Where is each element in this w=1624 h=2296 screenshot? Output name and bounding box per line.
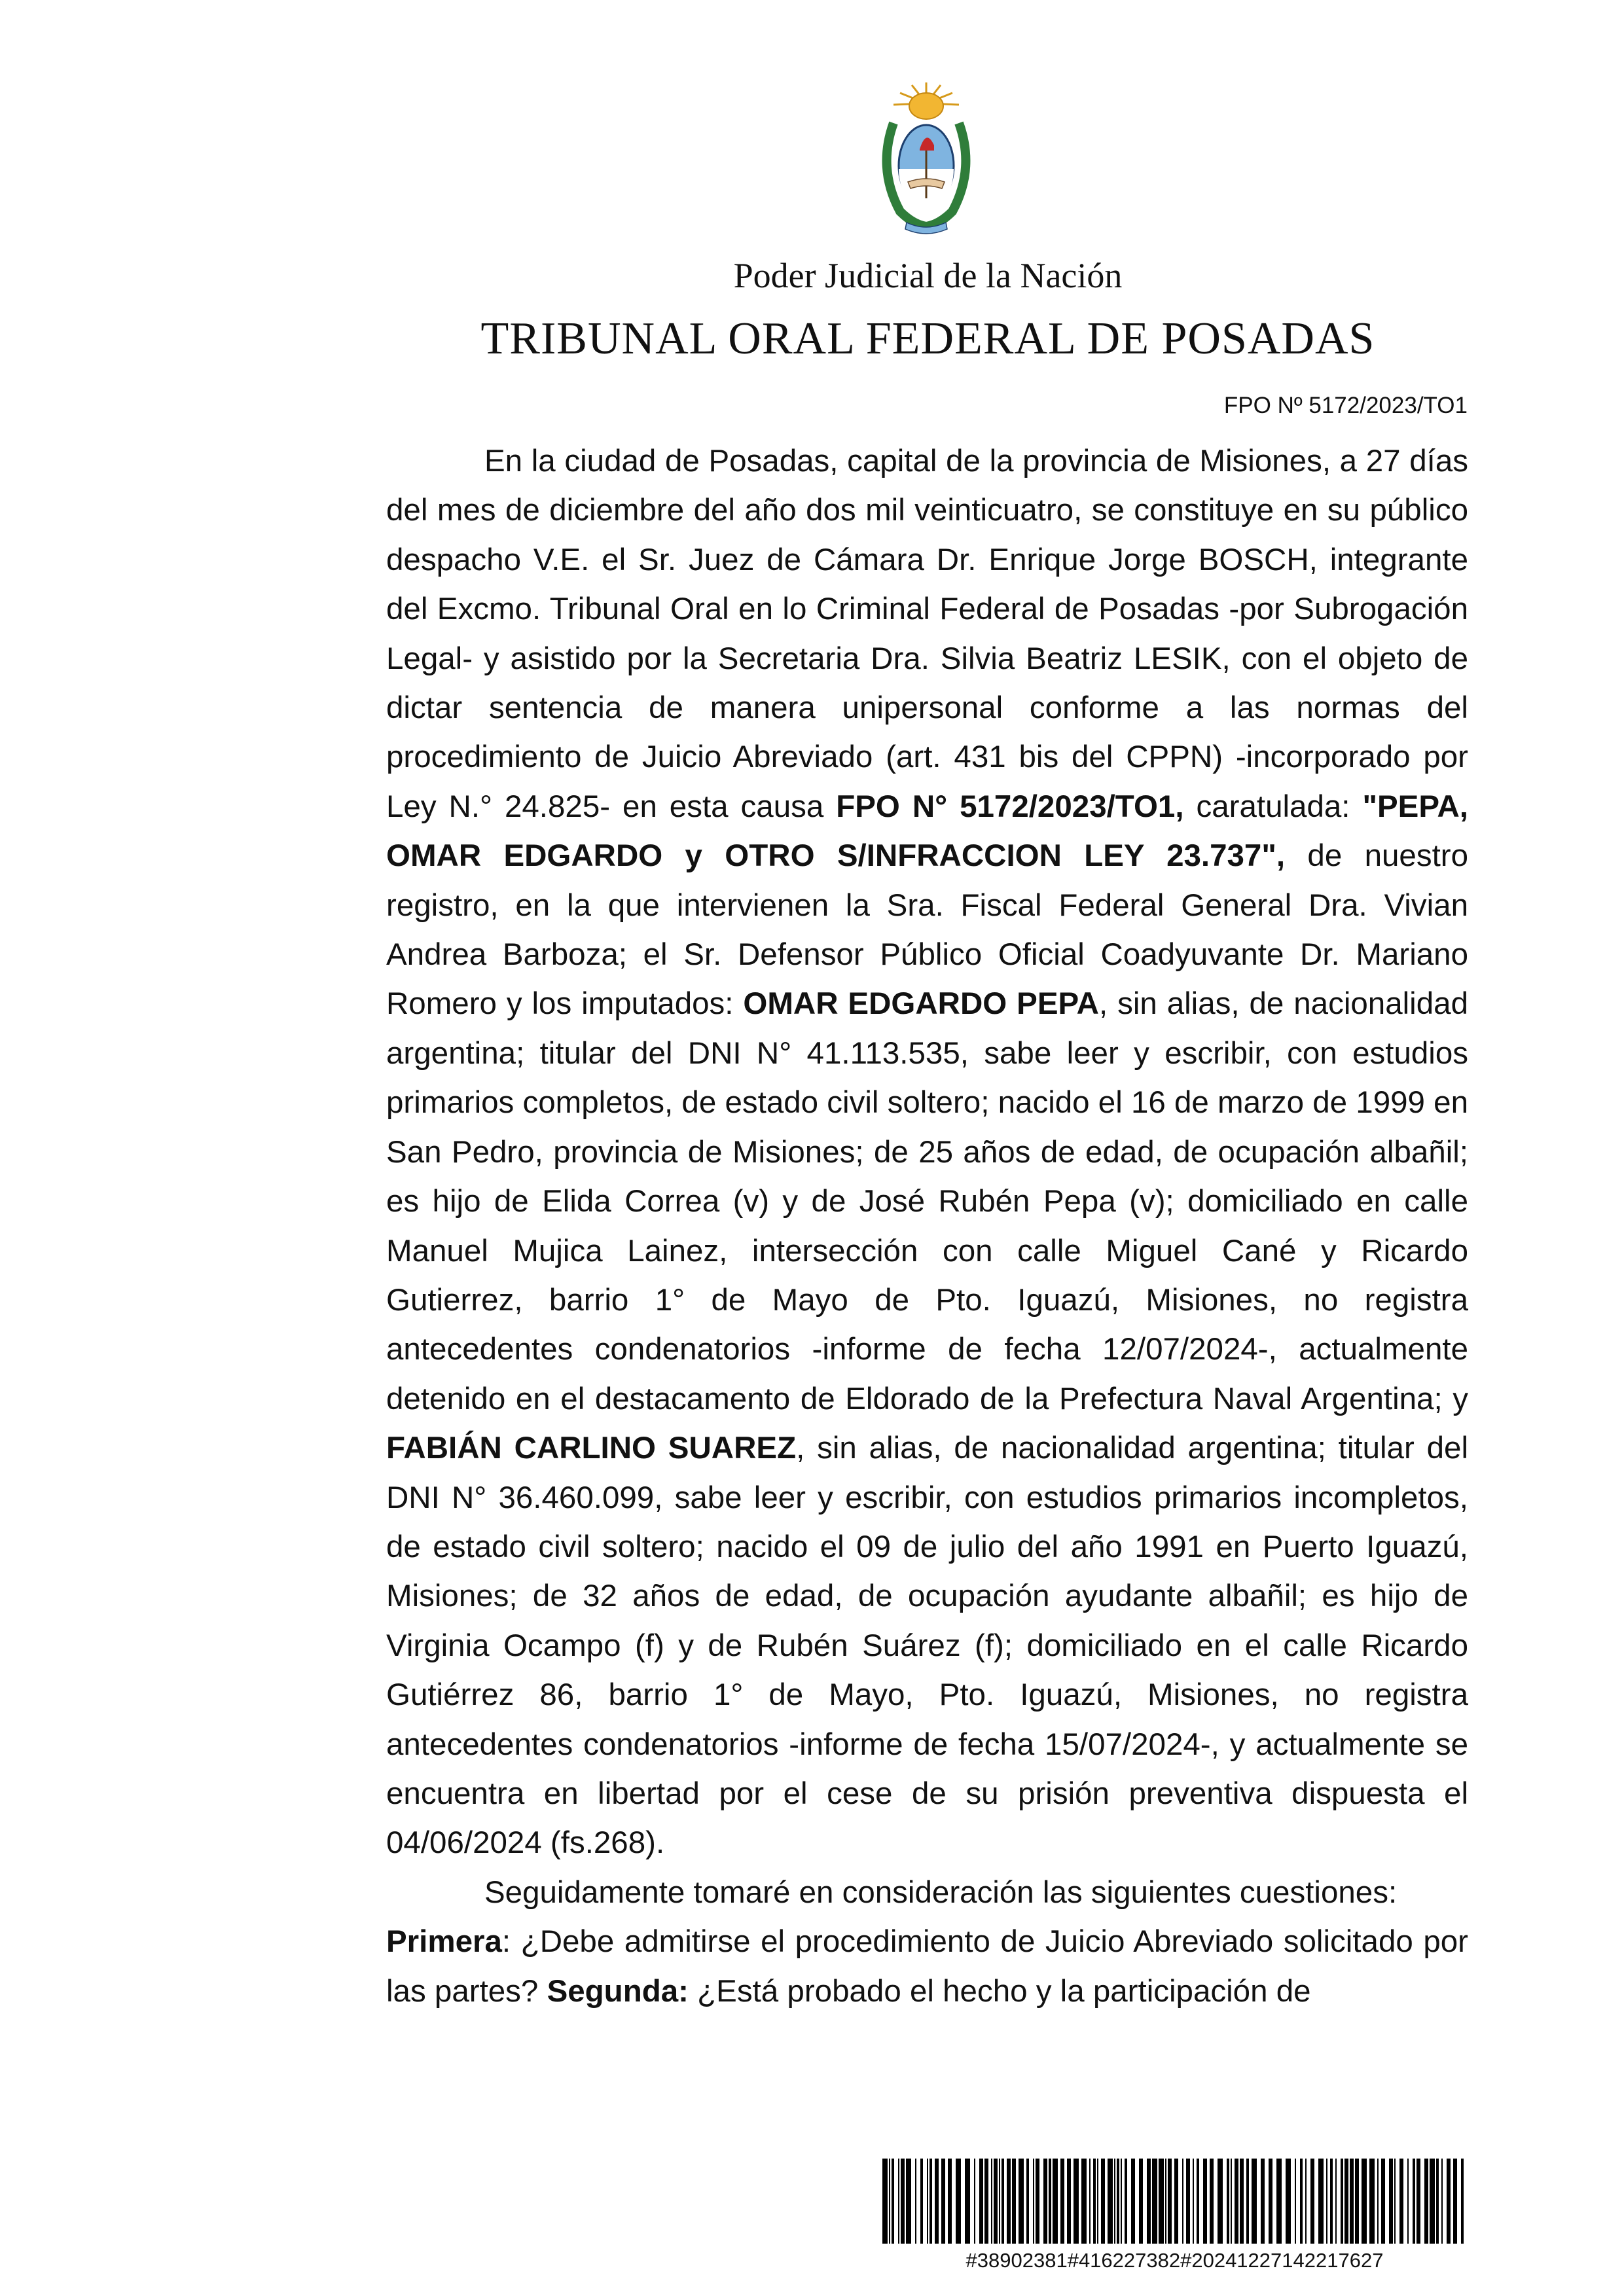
institution-title: Poder Judicial de la Nación bbox=[733, 256, 1123, 295]
paragraph-questions: Seguidamente tomaré en consideración las siguientes cuestiones: bbox=[484, 1874, 1398, 1910]
document-body bbox=[386, 437, 1468, 2016]
case-reference: FPO Nº 5172/2023/TO1 bbox=[1223, 393, 1468, 418]
barcode bbox=[882, 2159, 1467, 2244]
paragraph-first-second: Primera: ¿Debe admitirse el procedimiento de Juicio Abreviado solicitado por las partes? Segunda: ¿Está probado el hecho y la participación de bbox=[386, 1924, 1468, 2009]
court-title: TRIBUNAL ORAL FEDERAL DE POSADAS bbox=[480, 314, 1375, 364]
paragraph-opening: En la ciudad de Posadas, capital de la provincia de Misiones, a 27 días del mes de diciembre del año dos mil veinticuatro, se constituye en su público despacho V.E. el Sr. Juez de Cámara Dr. Enrique Jorge BOSCH, integrante del Excmo. Tribunal Oral en lo Criminal Federal de Posadas -por Subrogación Legal- y asistido por la Secretaria Dra. Silvia Beatriz LESIK, con el objeto de dictar sentencia de manera unipersonal conforme a las normas del procedimiento de Juicio Abreviado (art. 431 bis del CPPN) -incorporado por Ley N.° 24.825- en esta causa FPO N° 5172/2023/TO1, caratulada: "PEPA, OMAR EDGARDO y OTRO S/INFRACCION LEY 23.737", de nuestro registro, en la que intervienen la Sra. Fiscal Federal General Dra. Vivian Andrea Barboza; el Sr. Defensor Público Oficial Coadyuvante Dr. Mariano Romero y los imputados: OMAR EDGARDO PEPA, sin alias, de nacionalidad argentina; titular del DNI N° 41.113.535, sabe leer y escribir, con estudios primarios completos, de estado civil soltero; nacido el 16 de marzo de 1999 en San Pedro, provincia de Misiones; de 25 años de edad, de ocupación albañil; es hijo de Elida Correa (v) y de José Rubén Pepa (v); domiciliado en calle Manuel Mujica Lainez, intersección con calle Miguel Cané y Ricardo Gutierrez, barrio 1° de Mayo de Pto. Iguazú, Misiones, no registra antecedentes condenatorios -informe de fecha 12/07/2024-, actualmente detenido en el destacamento de Eldorado de la Prefectura Naval Argentina; y FABIÁN CARLINO SUAREZ, sin alias, de nacionalidad argentina; titular del DNI N° 36.460.099, sabe leer y escribir, con estudios primarios incompletos, de estado civil soltero; nacido el 09 de julio del año 1991 en Puerto Iguazú, Misiones; de 32 años de edad, de ocupación ayudante albañil; es hijo de Virginia Ocampo (f) y de Rubén Suárez (f); domiciliado en el calle Ricardo Gutiérrez 86, barrio 1° de Mayo, Pto. Iguazú, Misiones, no registra antecedentes condenatorios -informe de fecha 15/07/2024-, y actualmente se encuentra en libertad por el cese de su prisión preventiva dispuesta el 04/06/2024 (fs.268). bbox=[386, 444, 1468, 1861]
barcode-number: #38902381#416227382#20241227142217627 bbox=[965, 2249, 1384, 2272]
coat-of-arms-seal bbox=[874, 77, 979, 241]
